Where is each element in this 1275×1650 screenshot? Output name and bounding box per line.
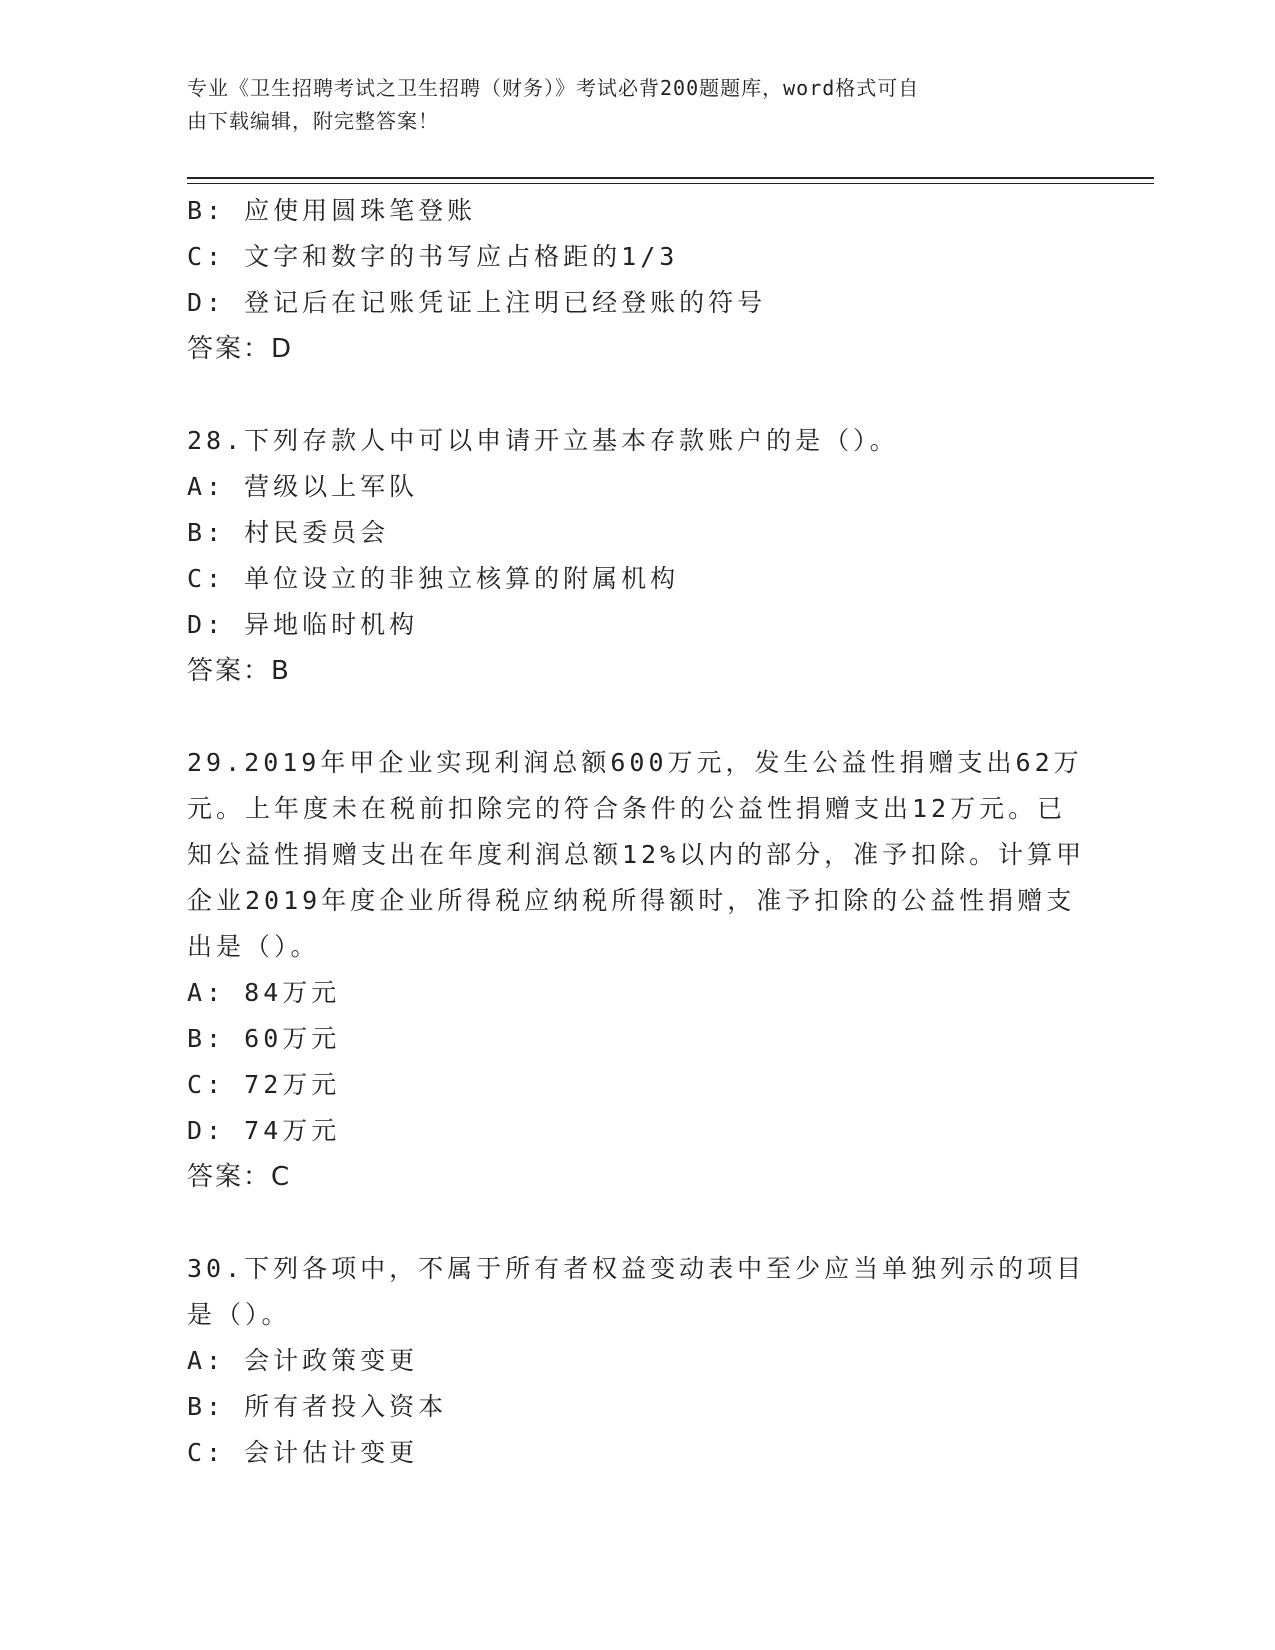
question-stem-line: 30.下列各项中，不属于所有者权益变动表中至少应当单独列示的项目: [187, 1254, 1086, 1283]
option-d: D: 登记后在记账凭证上注明已经登账的符号: [187, 288, 767, 317]
question-30: [187, 1246, 1087, 1476]
header-line-2: 由下载编辑，附完整答案！: [187, 109, 439, 133]
spacer: [187, 372, 1087, 418]
answer: 答案：C: [187, 1162, 292, 1192]
answer: 答案：B: [187, 656, 291, 686]
option-a: A: 84万元: [187, 978, 341, 1007]
question-stem: 28.下列存款人中可以申请开立基本存款账户的是（）。: [187, 426, 899, 455]
document-header: [187, 72, 1087, 138]
option-b: B: 60万元: [187, 1024, 341, 1053]
option-b: B: 所有者投入资本: [187, 1392, 448, 1421]
option-b: B: 村民委员会: [187, 518, 390, 547]
question-stem-line: 知公益性捐赠支出在年度利润总额12%以内的部分，准予扣除。计算甲: [187, 840, 1086, 869]
option-d: D: 异地临时机构: [187, 610, 419, 639]
option-c: C: 单位设立的非独立核算的附属机构: [187, 564, 680, 593]
question-27-tail: [187, 188, 1087, 372]
spacer: [187, 1200, 1087, 1246]
question-stem-line: 出是（）。: [187, 932, 320, 961]
question-stem-line: 企业2019年度企业所得税应纳税所得额时，准予扣除的公益性捐赠支: [187, 886, 1076, 915]
option-c: C: 72万元: [187, 1070, 341, 1099]
option-b: B: 应使用圆珠笔登账: [187, 196, 477, 225]
question-stem-line: 元。上年度未在税前扣除完的符合条件的公益性捐赠支出12万元。已: [187, 794, 1067, 823]
option-a: A: 营级以上军队: [187, 472, 419, 501]
answer: 答案：D: [187, 334, 294, 364]
question-29: [187, 740, 1087, 1200]
question-stem-line: 29.2019年甲企业实现利润总额600万元，发生公益性捐赠支出62万: [187, 748, 1083, 777]
question-28: [187, 418, 1087, 694]
option-c: C: 会计估计变更: [187, 1438, 419, 1467]
question-list: [187, 188, 1087, 1476]
option-d: D: 74万元: [187, 1116, 341, 1145]
spacer: [187, 694, 1087, 740]
question-stem-line: 是（）。: [187, 1300, 291, 1329]
option-a: A: 会计政策变更: [187, 1346, 419, 1375]
header-divider-thin: [187, 183, 1154, 184]
header-divider-thick: [187, 177, 1154, 179]
header-line-1: 专业《卫生招聘考试之卫生招聘（财务）》考试必背200题题库，word格式可自: [187, 76, 920, 100]
option-c: C: 文字和数字的书写应占格距的1/3: [187, 242, 679, 271]
